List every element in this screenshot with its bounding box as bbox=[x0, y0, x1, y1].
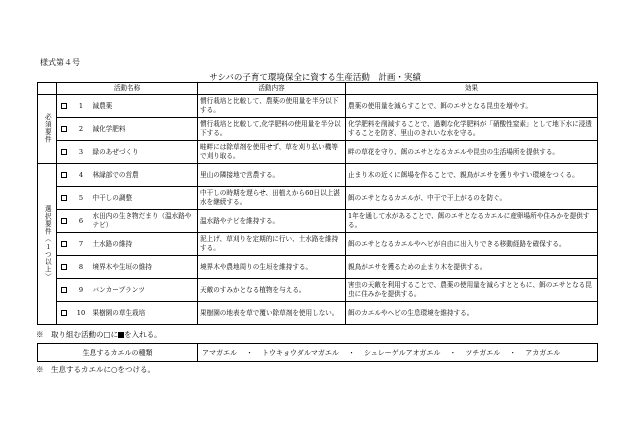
activity-checkbox-cell bbox=[57, 279, 72, 302]
activity-checkbox-cell bbox=[57, 256, 72, 279]
activity-effect: 餌のカエルやヘビの生息環境を維持する。 bbox=[346, 302, 598, 325]
activity-name: 境界木や生垣の維持 bbox=[91, 256, 198, 279]
activity-content: 慣行栽培と比較して、農薬の使用量を半分以下する。 bbox=[198, 95, 346, 118]
activity-content: 泥上げ、草刈りを定期的に行い、土水路を維持する。 bbox=[198, 233, 346, 256]
activity-content: 境界木や農地周りの生垣を維持する。 bbox=[198, 256, 346, 279]
page-title: サシバの子育て環境保全に資する生産活動 計画・実績 bbox=[209, 73, 421, 83]
activity-number: 7 bbox=[72, 233, 91, 256]
activity-name: 減農薬 bbox=[91, 95, 198, 118]
activity-checkbox[interactable] bbox=[61, 241, 67, 247]
activity-number: 2 bbox=[72, 118, 91, 141]
frog-species-list bbox=[198, 344, 598, 362]
frog-separator: ・ bbox=[509, 348, 517, 357]
table-header-row bbox=[38, 83, 598, 95]
activity-number: 4 bbox=[72, 164, 91, 187]
activity-checkbox-cell bbox=[57, 210, 72, 233]
header-effect: 効果 bbox=[346, 83, 598, 95]
activity-checkbox-cell bbox=[57, 233, 72, 256]
activity-number: 3 bbox=[72, 141, 91, 164]
activity-content: 中干しの時期を遅らせ、田植えから60日以上湛水を継続する。 bbox=[198, 187, 346, 210]
header-activity-name: 活動名称 bbox=[57, 83, 198, 95]
activity-table-body bbox=[38, 95, 598, 325]
activity-row bbox=[38, 187, 598, 210]
activity-checkbox[interactable] bbox=[61, 149, 67, 155]
activity-name: 中干しの調整 bbox=[91, 187, 198, 210]
activity-checkbox-cell bbox=[57, 187, 72, 210]
frog-separator: ・ bbox=[347, 348, 355, 357]
activity-effect: 農薬の使用量を減らすことで、餌のエサとなる昆虫を増やす。 bbox=[346, 95, 598, 118]
activity-name: 緑のあぜづくり bbox=[91, 141, 198, 164]
activity-row bbox=[38, 302, 598, 325]
activity-row bbox=[38, 118, 598, 141]
activity-checkbox[interactable] bbox=[61, 126, 67, 132]
activity-effect: 止まり木の近くに餌場を作ることで、親鳥がエサを獲りやすい環境をつくる。 bbox=[346, 164, 598, 187]
frog-species-option[interactable]: アカガエル bbox=[525, 348, 561, 357]
frog-species-option[interactable]: トウキョウダルマガエル bbox=[262, 348, 339, 357]
activity-table bbox=[37, 82, 598, 325]
activity-row bbox=[38, 164, 598, 187]
activity-content: 温水路やテビを維持する。 bbox=[198, 210, 346, 233]
activity-effect: 化学肥料を削減することで、過剰な化学肥料が「硝酸性窒素」として地下水に浸透することを防ぎ、里山のきれいな水を守る。 bbox=[346, 118, 598, 141]
activity-row bbox=[38, 95, 598, 118]
frog-species-option[interactable]: シュレーゲルアオガエル bbox=[363, 348, 441, 357]
activity-row bbox=[38, 256, 598, 279]
activity-effect: 餌のエサとなるカエルやヘビが自由に出入りできる移動経路を確保する。 bbox=[346, 233, 598, 256]
activity-effect: 親鳥がエサを獲るための止まり木を提供する。 bbox=[346, 256, 598, 279]
note-check-instruction: ※ 取り組む活動の□に を入れる。 bbox=[36, 330, 162, 339]
activity-content: 果樹園の地表を草で覆い除草剤を使用しない。 bbox=[198, 302, 346, 325]
frog-species-option[interactable]: ツチガエル bbox=[465, 348, 501, 357]
frog-separator: ・ bbox=[449, 348, 457, 357]
activity-number: 8 bbox=[72, 256, 91, 279]
form-number: 様式第４号 bbox=[40, 58, 80, 67]
activity-content: 畦畔には除草剤を使用せず、草を刈り払い機等で刈り取る。 bbox=[198, 141, 346, 164]
activity-number: 10 bbox=[72, 302, 91, 325]
activity-number: 5 bbox=[72, 187, 91, 210]
header-activity-content: 活動内容 bbox=[198, 83, 346, 95]
activity-number: 1 bbox=[72, 95, 91, 118]
activity-checkbox[interactable] bbox=[61, 195, 67, 201]
activity-content: 天敵のすみかとなる植物を与える。 bbox=[198, 279, 346, 302]
activity-checkbox-cell bbox=[57, 302, 72, 325]
activity-effect: 1年を通して水があることで、餌のエサとなるカエルに産卵場所や住みかを提供する。 bbox=[346, 210, 598, 233]
activity-number: 9 bbox=[72, 279, 91, 302]
activity-checkbox-cell bbox=[57, 95, 72, 118]
activity-checkbox[interactable] bbox=[61, 264, 67, 270]
activity-number: 6 bbox=[72, 210, 91, 233]
activity-name: 林縁部での営農 bbox=[91, 164, 198, 187]
activity-row bbox=[38, 141, 598, 164]
activity-row bbox=[38, 233, 598, 256]
activity-checkbox-cell bbox=[57, 118, 72, 141]
activity-checkbox-cell bbox=[57, 164, 72, 187]
activity-row bbox=[38, 210, 598, 233]
activity-effect: 畔の草花を守り、餌のエサとなるカエルや昆虫の生活場所を提供する。 bbox=[346, 141, 598, 164]
activity-effect: 害虫の天敵を利用することで、農薬の使用量を減らすとともに、餌のエサとなる昆虫に住みかを提供する。 bbox=[346, 279, 598, 302]
activity-name: バンカープランツ bbox=[91, 279, 198, 302]
activity-content: 慣行栽培と比較して,化学肥料の使用量を半分以下する。 bbox=[198, 118, 346, 141]
activity-checkbox[interactable] bbox=[61, 287, 67, 293]
requirement-group-label: 必須要件 bbox=[38, 95, 57, 164]
activity-content: 里山の隣接地で営農する。 bbox=[198, 164, 346, 187]
frog-species-label: 生息するカエルの種類 bbox=[38, 344, 198, 362]
activity-name: 土水路の維持 bbox=[91, 233, 198, 256]
frog-separator: ・ bbox=[246, 348, 253, 357]
activity-checkbox[interactable] bbox=[61, 310, 67, 316]
requirement-group-label: 選択要件（１つ以上） bbox=[38, 164, 57, 325]
activity-effect: 餌のエサとなるカエルが、中干で干上がるのを防ぐ。 bbox=[346, 187, 598, 210]
note-frog-instruction: ※ 生息するカエルに○をつける。 bbox=[36, 365, 156, 374]
activity-name: 減化学肥料 bbox=[91, 118, 198, 141]
activity-checkbox[interactable] bbox=[61, 172, 67, 178]
frog-species-option[interactable]: アマガエル bbox=[202, 348, 237, 357]
activity-checkbox[interactable] bbox=[61, 218, 67, 224]
frog-species-table bbox=[37, 343, 598, 362]
activity-checkbox-cell bbox=[57, 141, 72, 164]
activity-row bbox=[38, 279, 598, 302]
activity-checkbox[interactable] bbox=[61, 103, 67, 109]
activity-name: 果樹園の草生栽培 bbox=[91, 302, 198, 325]
activity-name: 水田内の生き物だまり（温水路やテビ） bbox=[91, 210, 198, 233]
